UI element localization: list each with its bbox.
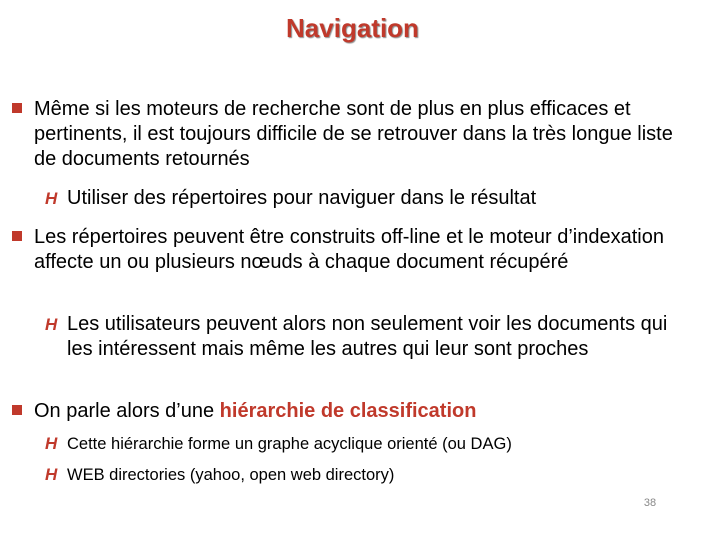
h-bullet-icon: H [45, 465, 58, 484]
bullet-text-1: Même si les moteurs de recherche sont de plus en plus efficaces et pertinents, il est toujours difficile de se retrouver dans la très longue liste de documents retournés [34, 98, 673, 170]
subbullet-text-1: Utiliser des répertoires pour naviguer dans le résultat [67, 187, 537, 209]
bullet-text-3 [34, 399, 684, 424]
subbullet-text-4: WEB directories (yahoo, open web directory) [67, 466, 395, 484]
square-bullet-icon [12, 231, 22, 241]
subbullet-text-2: Les utilisateurs peuvent alors non seulement voir les documents qui les intéressent mais même les autres qui leur sont proches [67, 313, 668, 360]
square-bullet-icon [12, 103, 22, 113]
highlighted-term: hiérarchie de classification [219, 400, 477, 422]
h-bullet-icon: H [45, 434, 58, 453]
bullet-text-2: Les répertoires peuvent être construits off-line et le moteur d’indexation affecte un ou plusieurs nœuds à chaque document récupéré [34, 226, 664, 273]
slide-title: Navigation [286, 13, 419, 43]
page-number: 38 [643, 497, 657, 509]
square-bullet-icon [12, 405, 22, 415]
h-bullet-icon: H [45, 315, 58, 334]
h-bullet-icon: H [45, 189, 58, 208]
subbullet-text-3: Cette hiérarchie forme un graphe acyclique orienté (ou DAG) [67, 435, 512, 453]
bullet-text-3-lead: On parle alors d’une [34, 400, 220, 422]
